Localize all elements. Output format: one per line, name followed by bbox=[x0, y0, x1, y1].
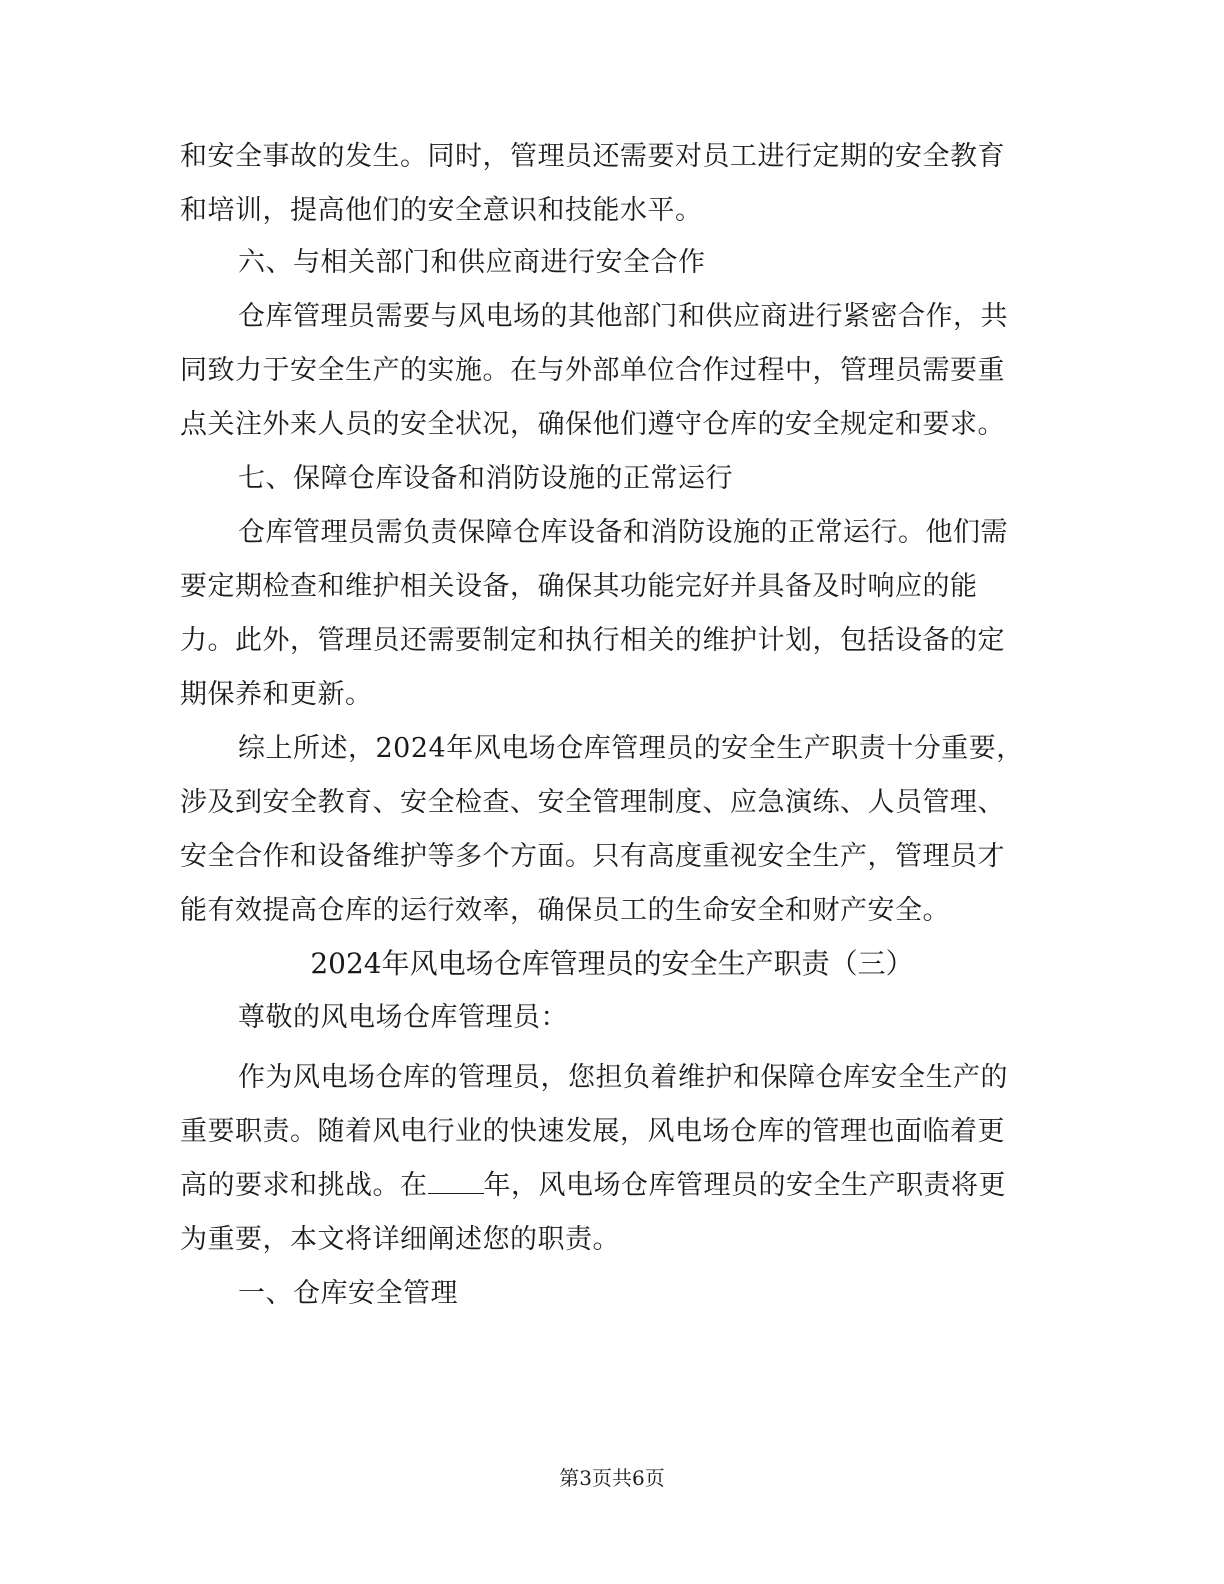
paragraph-line: 和安全事故的发生。同时，管理员还需要对员工进行定期的安全教育 bbox=[180, 141, 1005, 172]
paragraph-line: 涉及到安全教育、安全检查、安全管理制度、应急演练、人员管理、 bbox=[180, 787, 1005, 818]
paragraph-line: 仓库管理员需负责保障仓库设备和消防设施的正常运行。他们需 bbox=[238, 517, 1008, 548]
section-heading-7: 七、保障仓库设备和消防设施的正常运行 bbox=[238, 463, 733, 494]
paragraph-line: 综上所述，2024年风电场仓库管理员的安全生产职责十分重要， bbox=[238, 733, 1024, 764]
section-heading-1: 一、仓库安全管理 bbox=[238, 1278, 458, 1309]
paragraph-line bbox=[180, 1168, 1040, 1204]
paragraph-line: 同致力于安全生产的实施。在与外部单位合作过程中，管理员需要重 bbox=[180, 355, 1005, 386]
page-number: 第3页共6页 bbox=[559, 1466, 665, 1490]
paragraph-line: 作为风电场仓库的管理员，您担负着维护和保障仓库安全生产的 bbox=[238, 1062, 1008, 1093]
paragraph-line: 能有效提高仓库的运行效率，确保员工的生命安全和财产安全。 bbox=[180, 895, 950, 926]
section-heading-6: 六、与相关部门和供应商进行安全合作 bbox=[238, 247, 706, 278]
paragraph-line: 力。此外，管理员还需要制定和执行相关的维护计划，包括设备的定 bbox=[180, 625, 1005, 656]
paragraph-line: 要定期检查和维护相关设备，确保其功能完好并具备及时响应的能 bbox=[180, 571, 978, 602]
paragraph-line: 期保养和更新。 bbox=[180, 679, 373, 710]
document-title: 2024年风电场仓库管理员的安全生产职责（三） bbox=[310, 947, 914, 980]
paragraph-line: 为重要，本文将详细阐述您的职责。 bbox=[180, 1224, 620, 1255]
paragraph-line: 和培训，提高他们的安全意识和技能水平。 bbox=[180, 195, 703, 226]
paragraph-line: 仓库管理员需要与风电场的其他部门和供应商进行紧密合作，共 bbox=[238, 301, 1008, 332]
paragraph-line: 安全合作和设备维护等多个方面。只有高度重视安全生产，管理员才 bbox=[180, 841, 1005, 872]
salutation: 尊敬的风电场仓库管理员： bbox=[238, 1002, 568, 1033]
paragraph-line: 点关注外来人员的安全状况，确保他们遵守仓库的安全规定和要求。 bbox=[180, 409, 1005, 440]
paragraph-line: 重要职责。随着风电行业的快速发展，风电场仓库的管理也面临着更 bbox=[180, 1116, 1005, 1147]
paragraph-segment: 年，风电场仓库管理员的安全生产职责将更 bbox=[483, 1170, 1006, 1201]
year-blank bbox=[428, 1171, 484, 1194]
paragraph-segment: 高的要求和挑战。在 bbox=[180, 1170, 428, 1201]
